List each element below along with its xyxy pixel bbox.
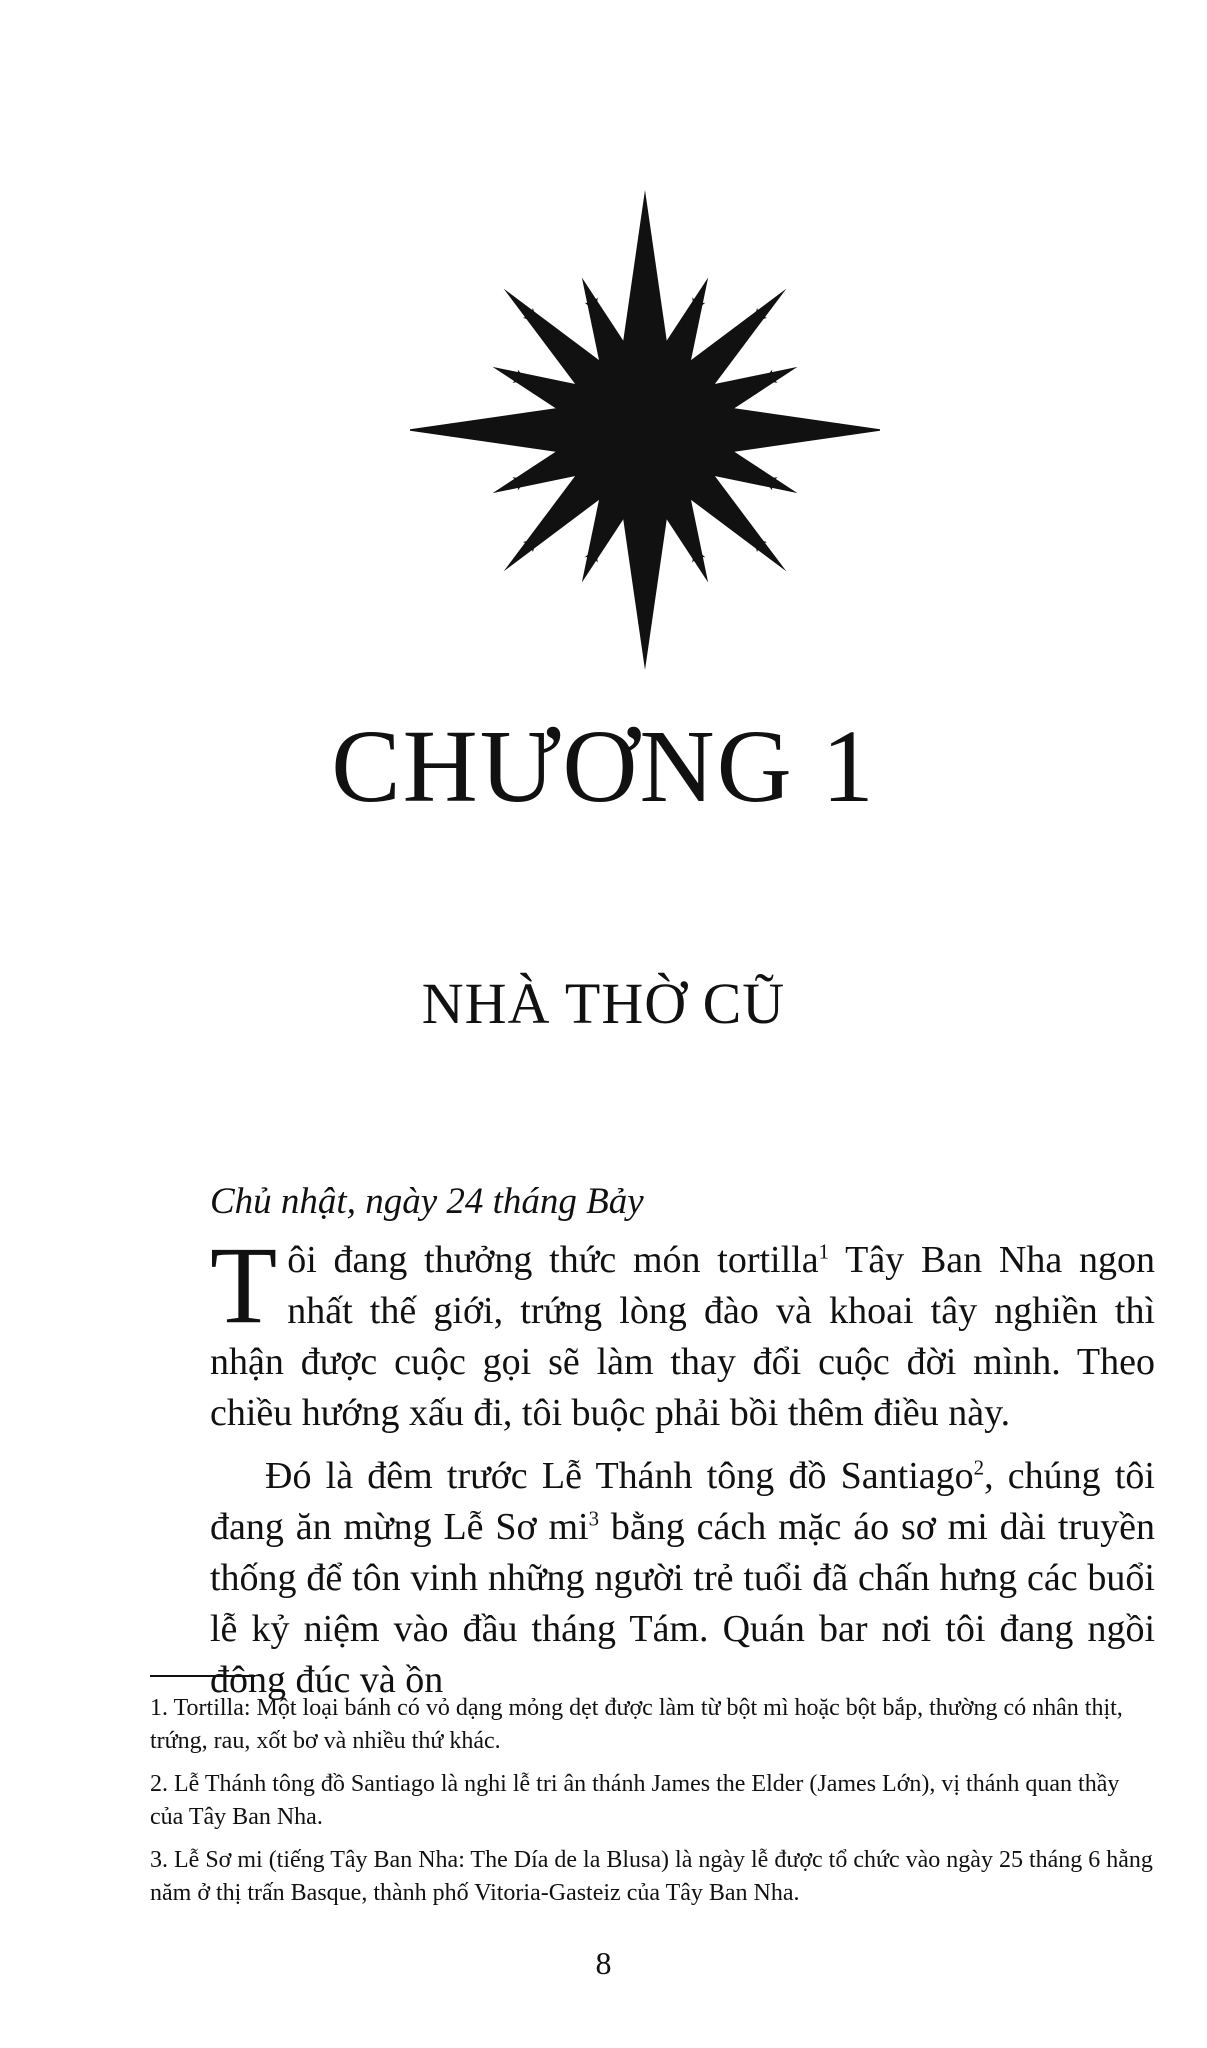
footnote-ref-1[interactable]: 1 [818,1239,830,1264]
body-text [210,1224,1156,1718]
footnote-divider [150,1675,255,1677]
paragraph-2-text-a: Đó là đêm trước Lễ Thánh tông đồ Santiago [265,1455,974,1497]
footnote-1: 1. Tortilla: Một loại bánh có vỏ dạng mỏng dẹt được làm từ bột mì hoặc bột bắp, thường có nhân thịt, trứng, rau, xốt bơ và nhiều thứ khác. [150,1695,1123,1754]
paragraph-2-text-b: , chúng tôi đang ăn mừng Lễ Sơ mi [210,1455,1155,1548]
footnotes [150,1692,1155,1920]
chapter-title: NHÀ THỜ CŨ [421,971,786,1036]
paragraph-1 [210,1224,1155,1439]
date-line: Chủ nhật, ngày 24 tháng Bảy [210,1181,644,1222]
drop-cap: T [210,1224,278,1346]
page-number: 8 [595,1945,612,1981]
footnote-2: 2. Lễ Thánh tông đồ Santiago là nghi lễ tri ân thánh James the Elder (James Lớn), vị thánh quan thầy của Tây Ban Nha. [150,1771,1120,1830]
paragraph-2 [210,1451,1155,1706]
footnote-3: 3. Lễ Sơ mi (tiếng Tây Ban Nha: The Día de la Blusa) là ngày lễ được tổ chức vào ngày 25 tháng 6 hằng năm ở thị trấn Basque, thành phố Vitoria-Gasteiz của Tây Ban Nha. [150,1847,1153,1906]
paragraph-1-text-b: Tây Ban Nha ngon nhất thế giới, trứng lòng đào và khoai tây nghiền thì nhận được cuộc gọi sẽ làm thay đổi cuộc đời mình. Theo chiều hướng xấu đi, tôi buộc phải bồi thêm điều này. [210,1239,1155,1434]
footnote-ref-3[interactable]: 3 [588,1506,600,1531]
sun-ornament-icon [410,170,880,690]
footnote-ref-2[interactable]: 2 [973,1455,985,1480]
chapter-number: CHƯƠNG 1 [331,709,876,824]
paragraph-2-text-c: bằng cách mặc áo sơ mi dài truyền thống để tôn vinh những người trẻ tuổi đã chấn hưng các buổi lễ kỷ niệm vào đầu tháng Tám. Quán bar nơi tôi đang ngồi đông đúc và ồn [210,1506,1156,1701]
paragraph-1-text-a: ôi đang thưởng thức món tortilla [287,1239,819,1281]
